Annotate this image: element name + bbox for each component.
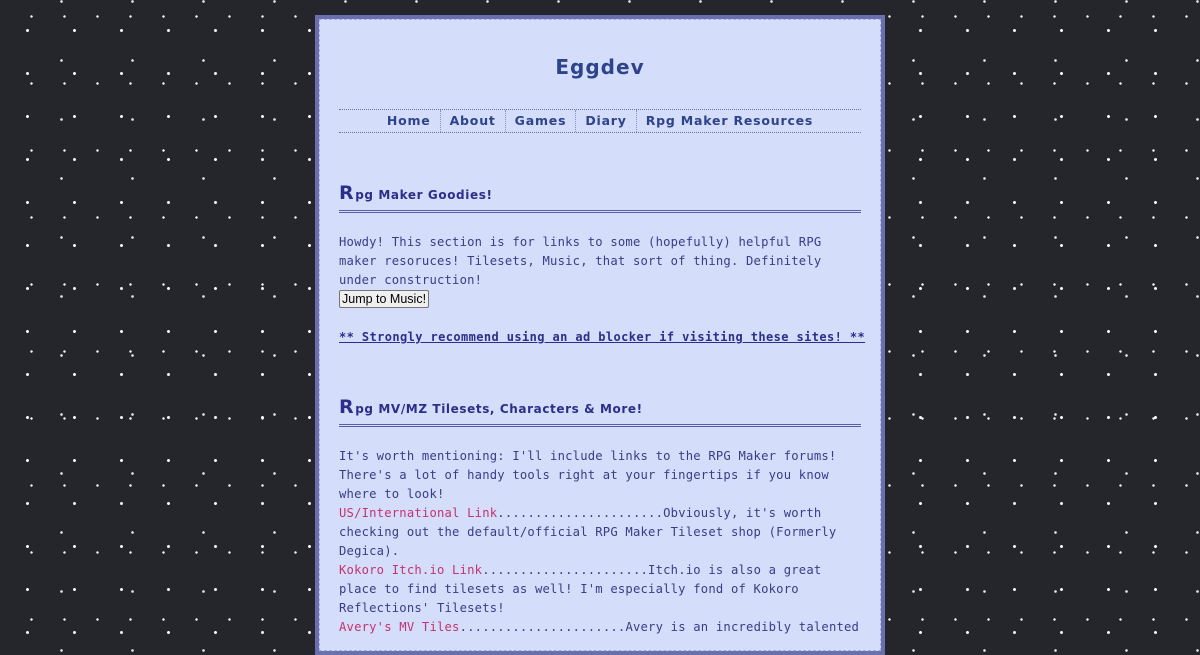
- resource-link[interactable]: Kokoro Itch.io Link: [339, 563, 483, 577]
- heading-text: pg MV/MZ Tilesets, Characters & More!: [355, 402, 643, 416]
- ad-blocker-warning-link[interactable]: ** Strongly recommend using an ad blocker if visiting these sites! **: [339, 330, 866, 344]
- resource-dots: ......................: [482, 563, 649, 577]
- intro-paragraph: Howdy! This section is for links to some (hopefully) helpful RPG maker resoruces! Tilesets, Music, that sort of thing. Definitely under construction!: [339, 235, 822, 287]
- resource-dots: ......................: [459, 620, 626, 634]
- resource-entry: [339, 618, 864, 637]
- nav-home[interactable]: Home: [386, 113, 431, 128]
- site-title: Eggdev: [555, 55, 645, 79]
- nav-rpg-maker-resources[interactable]: Rpg Maker Resources: [636, 110, 822, 132]
- nav-about[interactable]: About: [440, 110, 505, 132]
- resource-description: Obviously, it's worth checking out the default/official RPG Maker Tileset shop (Formerly Degica).: [339, 506, 837, 558]
- nav-games[interactable]: Games: [505, 110, 576, 132]
- section-heading-tilesets: [339, 396, 861, 427]
- resource-link[interactable]: US/International Link: [339, 506, 498, 520]
- nav-bar: [339, 109, 861, 133]
- resource-entry: [339, 504, 864, 561]
- heading-initial: R: [339, 182, 355, 204]
- resource-link[interactable]: Avery's MV Tiles: [339, 620, 460, 634]
- resource-description: Itch.io is also a great place to find tilesets as well! I'm especially fond of Kokoro Reflections' Tilesets!: [339, 563, 822, 615]
- resource-description: Avery is an incredibly talented: [625, 620, 860, 634]
- resource-entry: [339, 561, 864, 618]
- heading-initial: R: [339, 396, 355, 418]
- tilesets-intro-paragraph: It's worth mentioning: I'll include links to the RPG Maker forums! There's a lot of handy tools right at your fingertips if you know where to look!: [339, 449, 837, 501]
- resource-dots: ......................: [497, 506, 664, 520]
- nav-diary[interactable]: Diary: [575, 110, 635, 132]
- section-heading-goodies: [339, 182, 861, 213]
- jump-to-music-button[interactable]: Jump to Music!: [339, 290, 429, 308]
- heading-text: pg Maker Goodies!: [355, 188, 493, 202]
- content-panel: [315, 15, 885, 655]
